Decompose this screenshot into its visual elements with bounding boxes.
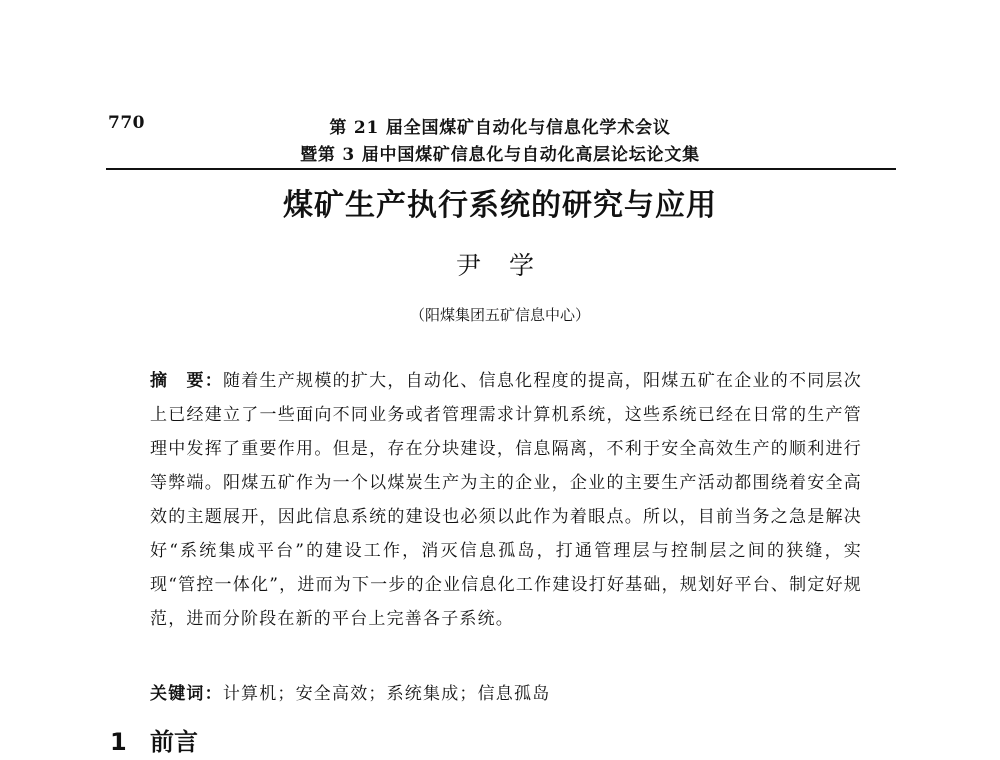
abstract-text: 随着生产规模的扩大，自动化、信息化程度的提高，阳煤五矿在企业的不同层次上已经建立了一些面向不同业务或者管理需求计算机系统，这些系统已经在日常的生产管理中发挥了重要作用。但是，存在分块建设，信息隔离，不利于安全高效生产的顺利进行等弊端。阳煤五矿作为一个以煤炭生产为主的企业，企业的主要生产活动都围绕着安全高效的主题展开，因此信息系统的建设也必须以此作为着眼点。所以，目前当务之急是解决好“系统集成平台”的建设工作，消灭信息孤岛，打通管理层与控制层之间的狭缝，实现“管控一体化”，进而为下一步的企业信息化工作建设打好基础，规划好平台、制定好规范，进而分阶段在新的平台上完善各子系统。 — [150, 371, 862, 629]
page-number: 770 — [108, 113, 145, 133]
header-rule — [106, 168, 896, 170]
abstract — [150, 364, 862, 636]
author-name: 尹 学 — [456, 251, 544, 280]
author-affiliation: （阳煤集团五矿信息中心） — [409, 306, 590, 324]
keywords — [150, 679, 862, 704]
keywords-label: 关键词： — [150, 684, 223, 704]
section-title: 前言 — [150, 728, 198, 756]
paper-title: 煤矿生产执行系统的研究与应用 — [283, 188, 717, 223]
keywords-text: 计算机；安全高效；系统集成；信息孤岛 — [222, 684, 551, 704]
proceedings-title-line-1: 第 21 届全国煤矿自动化与信息化学术会议 — [329, 118, 671, 138]
abstract-label: 摘 要： — [150, 371, 224, 391]
section-heading — [110, 722, 198, 757]
section-number: 1 — [110, 728, 127, 756]
proceedings-title-line-2: 暨第 3 届中国煤矿信息化与自动化高层论坛论文集 — [300, 145, 700, 165]
